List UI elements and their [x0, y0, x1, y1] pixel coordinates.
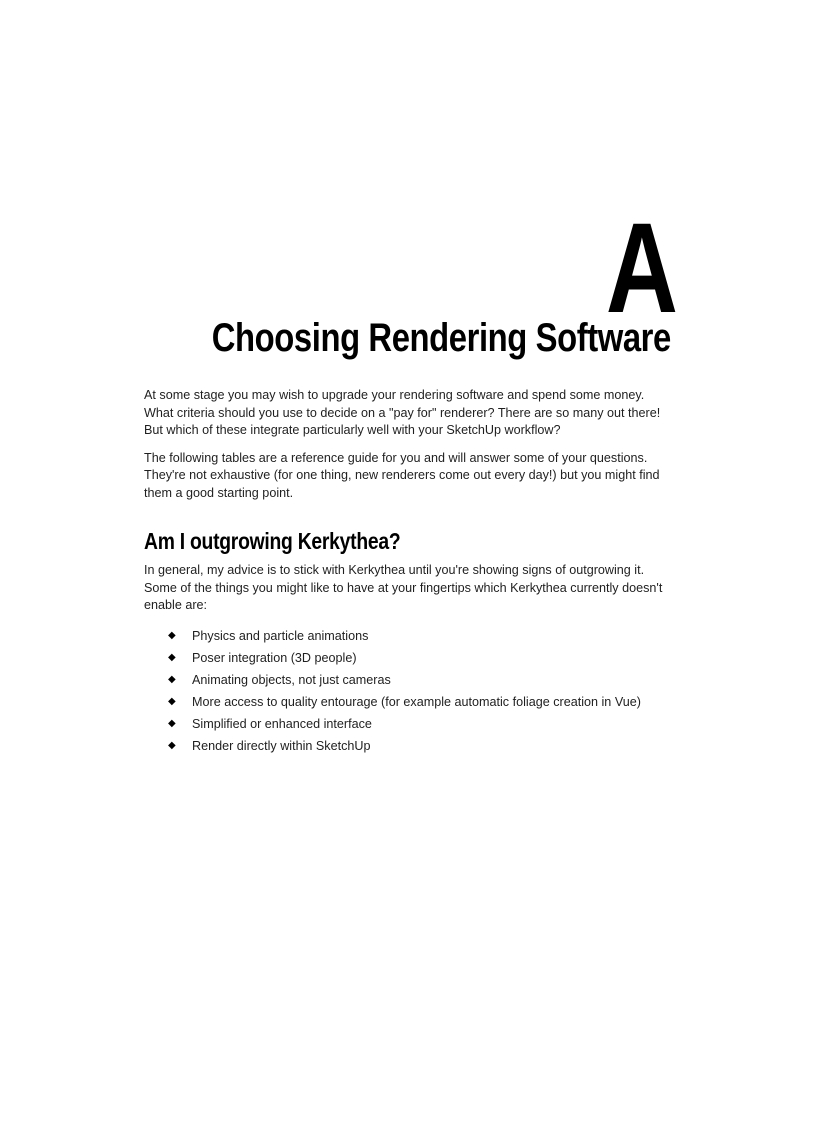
chapter-title: Choosing Rendering Software [211, 316, 671, 360]
section-paragraph: In general, my advice is to stick with Kerkythea until you're showing signs of outgrowing it. Some of the things you might like to have at your fingertips which Kerkythea currently doesn't enable are: [144, 563, 663, 612]
list-item [168, 625, 674, 647]
list-item [168, 647, 674, 669]
page-content [144, 387, 674, 757]
list-item-text: Animating objects, not just cameras [192, 672, 391, 687]
list-item-text: Simplified or enhanced interface [192, 716, 372, 731]
list-item [168, 691, 674, 713]
chapter-letter: A [605, 197, 676, 340]
diamond-bullet-icon: ◆ [168, 629, 176, 641]
diamond-bullet-icon: ◆ [168, 651, 176, 663]
list-item-text: More access to quality entourage (for example automatic foliage creation in Vue) [192, 694, 641, 709]
diamond-bullet-icon: ◆ [168, 739, 176, 751]
list-item-text: Render directly within SketchUp [192, 738, 371, 753]
intro-paragraph-1: At some stage you may wish to upgrade your rendering software and spend some money. What criteria should you use to decide on a "pay for" renderer? There are so many out there! But which of these integrate particularly well with your SketchUp workflow? [144, 388, 661, 437]
list-item-text: Physics and particle animations [192, 628, 369, 643]
diamond-bullet-icon: ◆ [168, 673, 176, 685]
section-heading: Am I outgrowing Kerkythea? [144, 528, 401, 554]
list-item-text: Poser integration (3D people) [192, 650, 357, 665]
feature-list [144, 625, 674, 757]
diamond-bullet-icon: ◆ [168, 717, 176, 729]
diamond-bullet-icon: ◆ [168, 695, 176, 707]
intro-paragraph-2: The following tables are a reference guide for you and will answer some of your questions. They're not exhaustive (for one thing, new renderers come out every day!) but you might find them a good starting point. [144, 450, 660, 500]
list-item [168, 669, 674, 691]
list-item [168, 735, 674, 757]
list-item [168, 713, 674, 735]
